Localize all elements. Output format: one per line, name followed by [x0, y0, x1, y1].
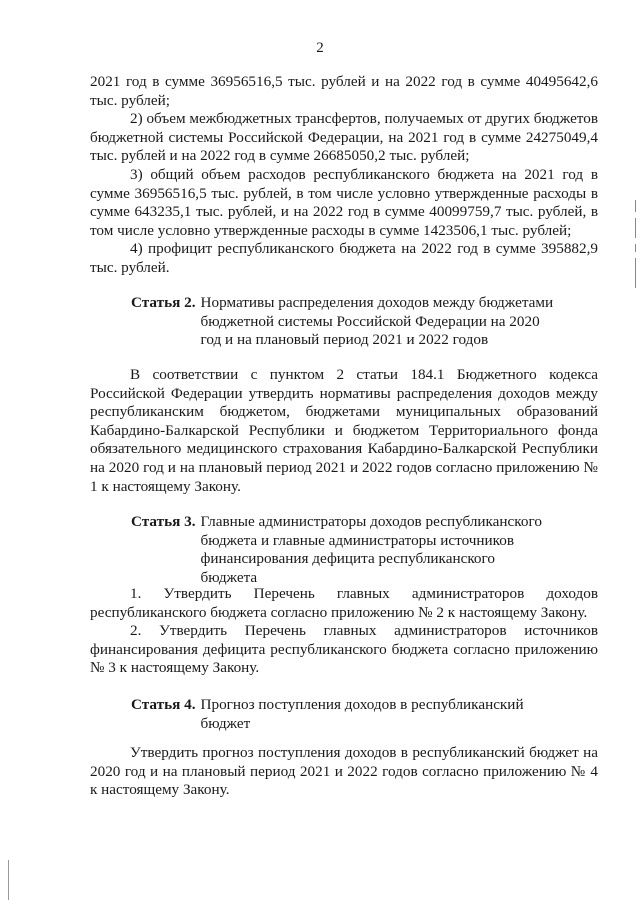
- list-item: 3) общий объем расходов республиканского бюджета на 2021 год в сумме 36956516,5 тыс. рублей, в том числе условно утвержденные расходы в сумме 643235,1 тыс. рублей, и на 2022 год в сумме 40099759,7 тыс. рублей, в том числе условно утвержденные расходы в сумме 1423506,1 тыс. рублей;: [90, 165, 598, 239]
- article-paragraph: 1. Утвердить Перечень главных администраторов доходов республиканского бюджета согласно приложению № 2 к настоящему Закону.: [90, 585, 598, 621]
- list-item: 2) объем межбюджетных трансфертов, получаемых от других бюджетов бюджетной системы Российской Федерации, на 2021 год в сумме 24275049,4 тыс. рублей и на 2022 год в сумме 26685050,2 тыс. рублей;: [90, 110, 599, 165]
- page-number: 2: [316, 40, 324, 56]
- article-3-heading: [131, 513, 601, 587]
- article-label: Статья 4.: [131, 696, 196, 713]
- scan-margin-marks: [635, 200, 637, 320]
- budget-items-block: [90, 73, 598, 278]
- article-label: Статья 2.: [131, 294, 196, 311]
- article-3-body: [90, 585, 598, 678]
- continuation-text: 2021 год в сумме 36956516,5 тыс. рублей и на 2022 год в сумме 40495642,6 тыс. рублей;: [90, 73, 598, 109]
- article-title: Прогноз поступления доходов в республиканский бюджет: [200, 696, 524, 732]
- article-paragraph: Утвердить прогноз поступления доходов в республиканский бюджет на 2020 год и на плановый период 2021 и 2022 годов согласно приложению № 4 к настоящему Закону.: [90, 744, 598, 799]
- article-paragraph: 2. Утвердить Перечень главных администраторов источников финансирования дефицита республиканского бюджета согласно приложению № 3 к настоящему Закону.: [90, 622, 598, 677]
- article-label: Статья 3.: [131, 513, 196, 530]
- list-item: 4) профицит республиканского бюджета на 2022 год в сумме 395882,9 тыс. рублей.: [90, 240, 598, 276]
- article-2-body: [90, 366, 598, 496]
- article-4-body: [90, 744, 598, 800]
- article-4-heading: [131, 696, 601, 733]
- article-title: Главные администраторы доходов республиканского бюджета и главные администраторы источников финансирования дефицита республиканского бюджета: [200, 513, 542, 586]
- article-paragraph: В соответствии с пунктом 2 статьи 184.1 Бюджетного кодекса Российской Федерации утвердить нормативы распределения доходов между республиканским бюджетом, бюджетами муниципальных образований Кабардино-Балкарской Республики и бюджетом Территориального фонда обязательного медицинского страхования Кабардино-Балкарской Республики на 2020 год и на плановый период 2021 и 2022 годов согласно приложению № 1 к настоящему Закону.: [90, 366, 598, 495]
- scan-edge-mark: [8, 860, 9, 900]
- article-2-heading: [131, 294, 601, 350]
- article-title: Нормативы распределения доходов между бюджетами бюджетной системы Российской Федерации на 2020 год и на плановый период 2021 и 2022 годов: [200, 294, 554, 349]
